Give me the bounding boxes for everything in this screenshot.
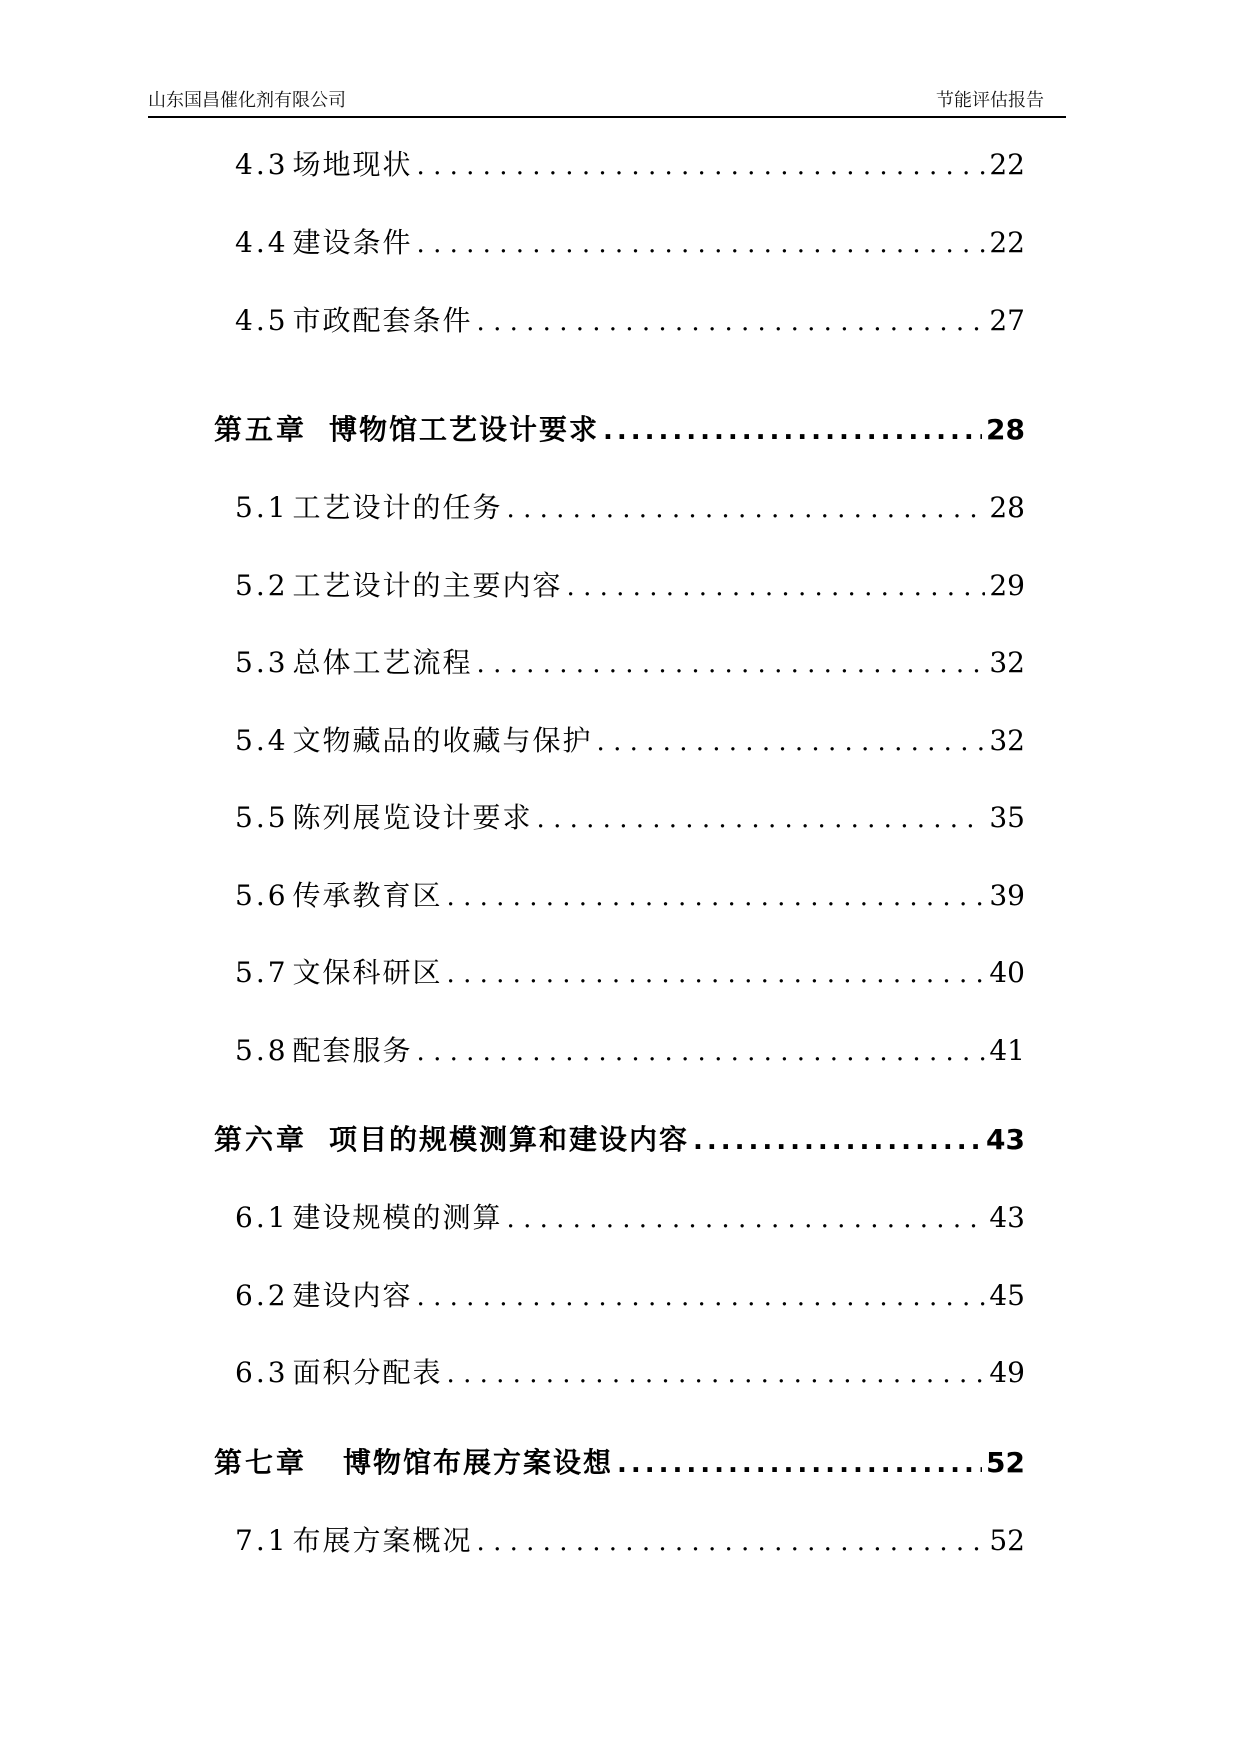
toc-dot-leader [447,959,986,989]
toc-dot-leader [597,727,986,757]
toc-entry-number: 7.1 [235,1524,289,1557]
toc-dot-leader [567,572,986,602]
toc-entry-title: 面积分配表 [292,1356,443,1389]
toc-entry-title: 建设规模的测算 [292,1201,503,1234]
toc-entry[interactable] [235,1274,1025,1314]
toc-chapter-entry[interactable] [214,1118,1025,1158]
toc-dot-leader [603,416,982,446]
toc-dot-leader [693,1126,982,1156]
toc-entry[interactable] [235,564,1025,604]
toc-entry-page: 40 [989,956,1025,989]
toc-entry-page: 29 [989,569,1025,602]
toc-dot-leader [477,307,986,337]
toc-entry[interactable] [235,221,1025,261]
toc-entry-number: 4.3 [235,148,289,181]
toc-entry-page: 49 [989,1356,1025,1389]
toc-entry-number: 6.2 [235,1279,289,1312]
toc-entry-page: 39 [989,879,1025,912]
toc-dot-leader [417,1037,986,1067]
toc-chapter-entry[interactable] [214,1441,1025,1481]
toc-entry-number: 4.4 [235,226,289,259]
toc-entry-number: 5.1 [235,491,289,524]
toc-entry-page: 22 [989,148,1025,181]
toc-entry-page: 52 [989,1524,1025,1557]
toc-dot-leader [477,1527,986,1557]
toc-dot-leader [477,649,986,679]
toc-entry-page: 28 [989,491,1025,524]
toc-entry[interactable] [235,874,1025,914]
toc-entry-page: 43 [989,1201,1025,1234]
toc-entry-page: 45 [989,1279,1025,1312]
toc-entry[interactable] [235,299,1025,339]
toc-entry-page: 32 [989,646,1025,679]
toc-entry-number: 4.5 [235,304,289,337]
toc-entry-number: 5.5 [235,801,289,834]
toc-entry-title: 陈列展览设计要求 [292,801,533,834]
toc-entry[interactable] [235,796,1025,836]
toc-entry-page: 41 [989,1034,1025,1067]
toc-dot-leader [507,1204,986,1234]
toc-chapter-page: 43 [986,1123,1025,1156]
toc-entry-title: 文物藏品的收藏与保护 [292,724,593,757]
toc-chapter-title: 博物馆布展方案设想 [343,1446,614,1479]
toc-entry[interactable] [235,143,1025,183]
toc-entry-number: 5.4 [235,724,289,757]
toc-entry-title: 建设内容 [292,1279,413,1312]
toc-entry-number: 5.2 [235,569,289,602]
toc-chapter-number: 第五章 [214,413,308,446]
toc-chapter-number: 第六章 [214,1123,308,1156]
toc-entry[interactable] [235,1519,1025,1559]
toc-dot-leader [417,1282,986,1312]
toc-chapter-entry[interactable] [214,408,1025,448]
toc-entry-page: 35 [989,801,1025,834]
toc-entry-title: 工艺设计的主要内容 [292,569,563,602]
toc-entry[interactable] [235,1351,1025,1391]
toc-dot-leader [537,804,986,834]
toc-entry-number: 5.6 [235,879,289,912]
toc-entry-title: 布展方案概况 [292,1524,473,1557]
toc-chapter-number: 第七章 [214,1446,308,1479]
toc-entry-title: 文保科研区 [292,956,443,989]
toc-chapter-title: 项目的规模测算和建设内容 [329,1123,690,1156]
toc-entry[interactable] [235,1029,1025,1069]
toc-entry-number: 5.7 [235,956,289,989]
toc-entry[interactable] [235,951,1025,991]
toc-entry[interactable] [235,719,1025,759]
toc-entry-title: 配套服务 [292,1034,413,1067]
toc-entry-number: 5.3 [235,646,289,679]
toc-entry[interactable] [235,641,1025,681]
toc-entry-title: 市政配套条件 [292,304,473,337]
toc-chapter-title: 博物馆工艺设计要求 [329,413,600,446]
toc-entry[interactable] [235,486,1025,526]
toc-entry-title: 场地现状 [292,148,413,181]
toc-entry[interactable] [235,1196,1025,1236]
toc-entry-title: 工艺设计的任务 [292,491,503,524]
toc-chapter-page: 52 [986,1446,1025,1479]
toc-entry-number: 5.8 [235,1034,289,1067]
header-company-name: 山东国昌催化剂有限公司 [148,90,346,111]
toc-entry-title: 建设条件 [292,226,413,259]
toc-entry-title: 传承教育区 [292,879,443,912]
toc-dot-leader [507,494,986,524]
toc-entry-number: 6.1 [235,1201,289,1234]
header-report-title: 节能评估报告 [936,90,1044,111]
toc-chapter-page: 28 [986,413,1025,446]
toc-dot-leader [417,229,986,259]
toc-dot-leader [447,882,986,912]
toc-entry-page: 27 [989,304,1025,337]
toc-entry-page: 22 [989,226,1025,259]
toc-dot-leader [417,151,986,181]
toc-dot-leader [447,1359,986,1389]
toc-entry-page: 32 [989,724,1025,757]
toc-dot-leader [617,1449,982,1479]
toc-entry-title: 总体工艺流程 [292,646,473,679]
toc-entry-number: 6.3 [235,1356,289,1389]
